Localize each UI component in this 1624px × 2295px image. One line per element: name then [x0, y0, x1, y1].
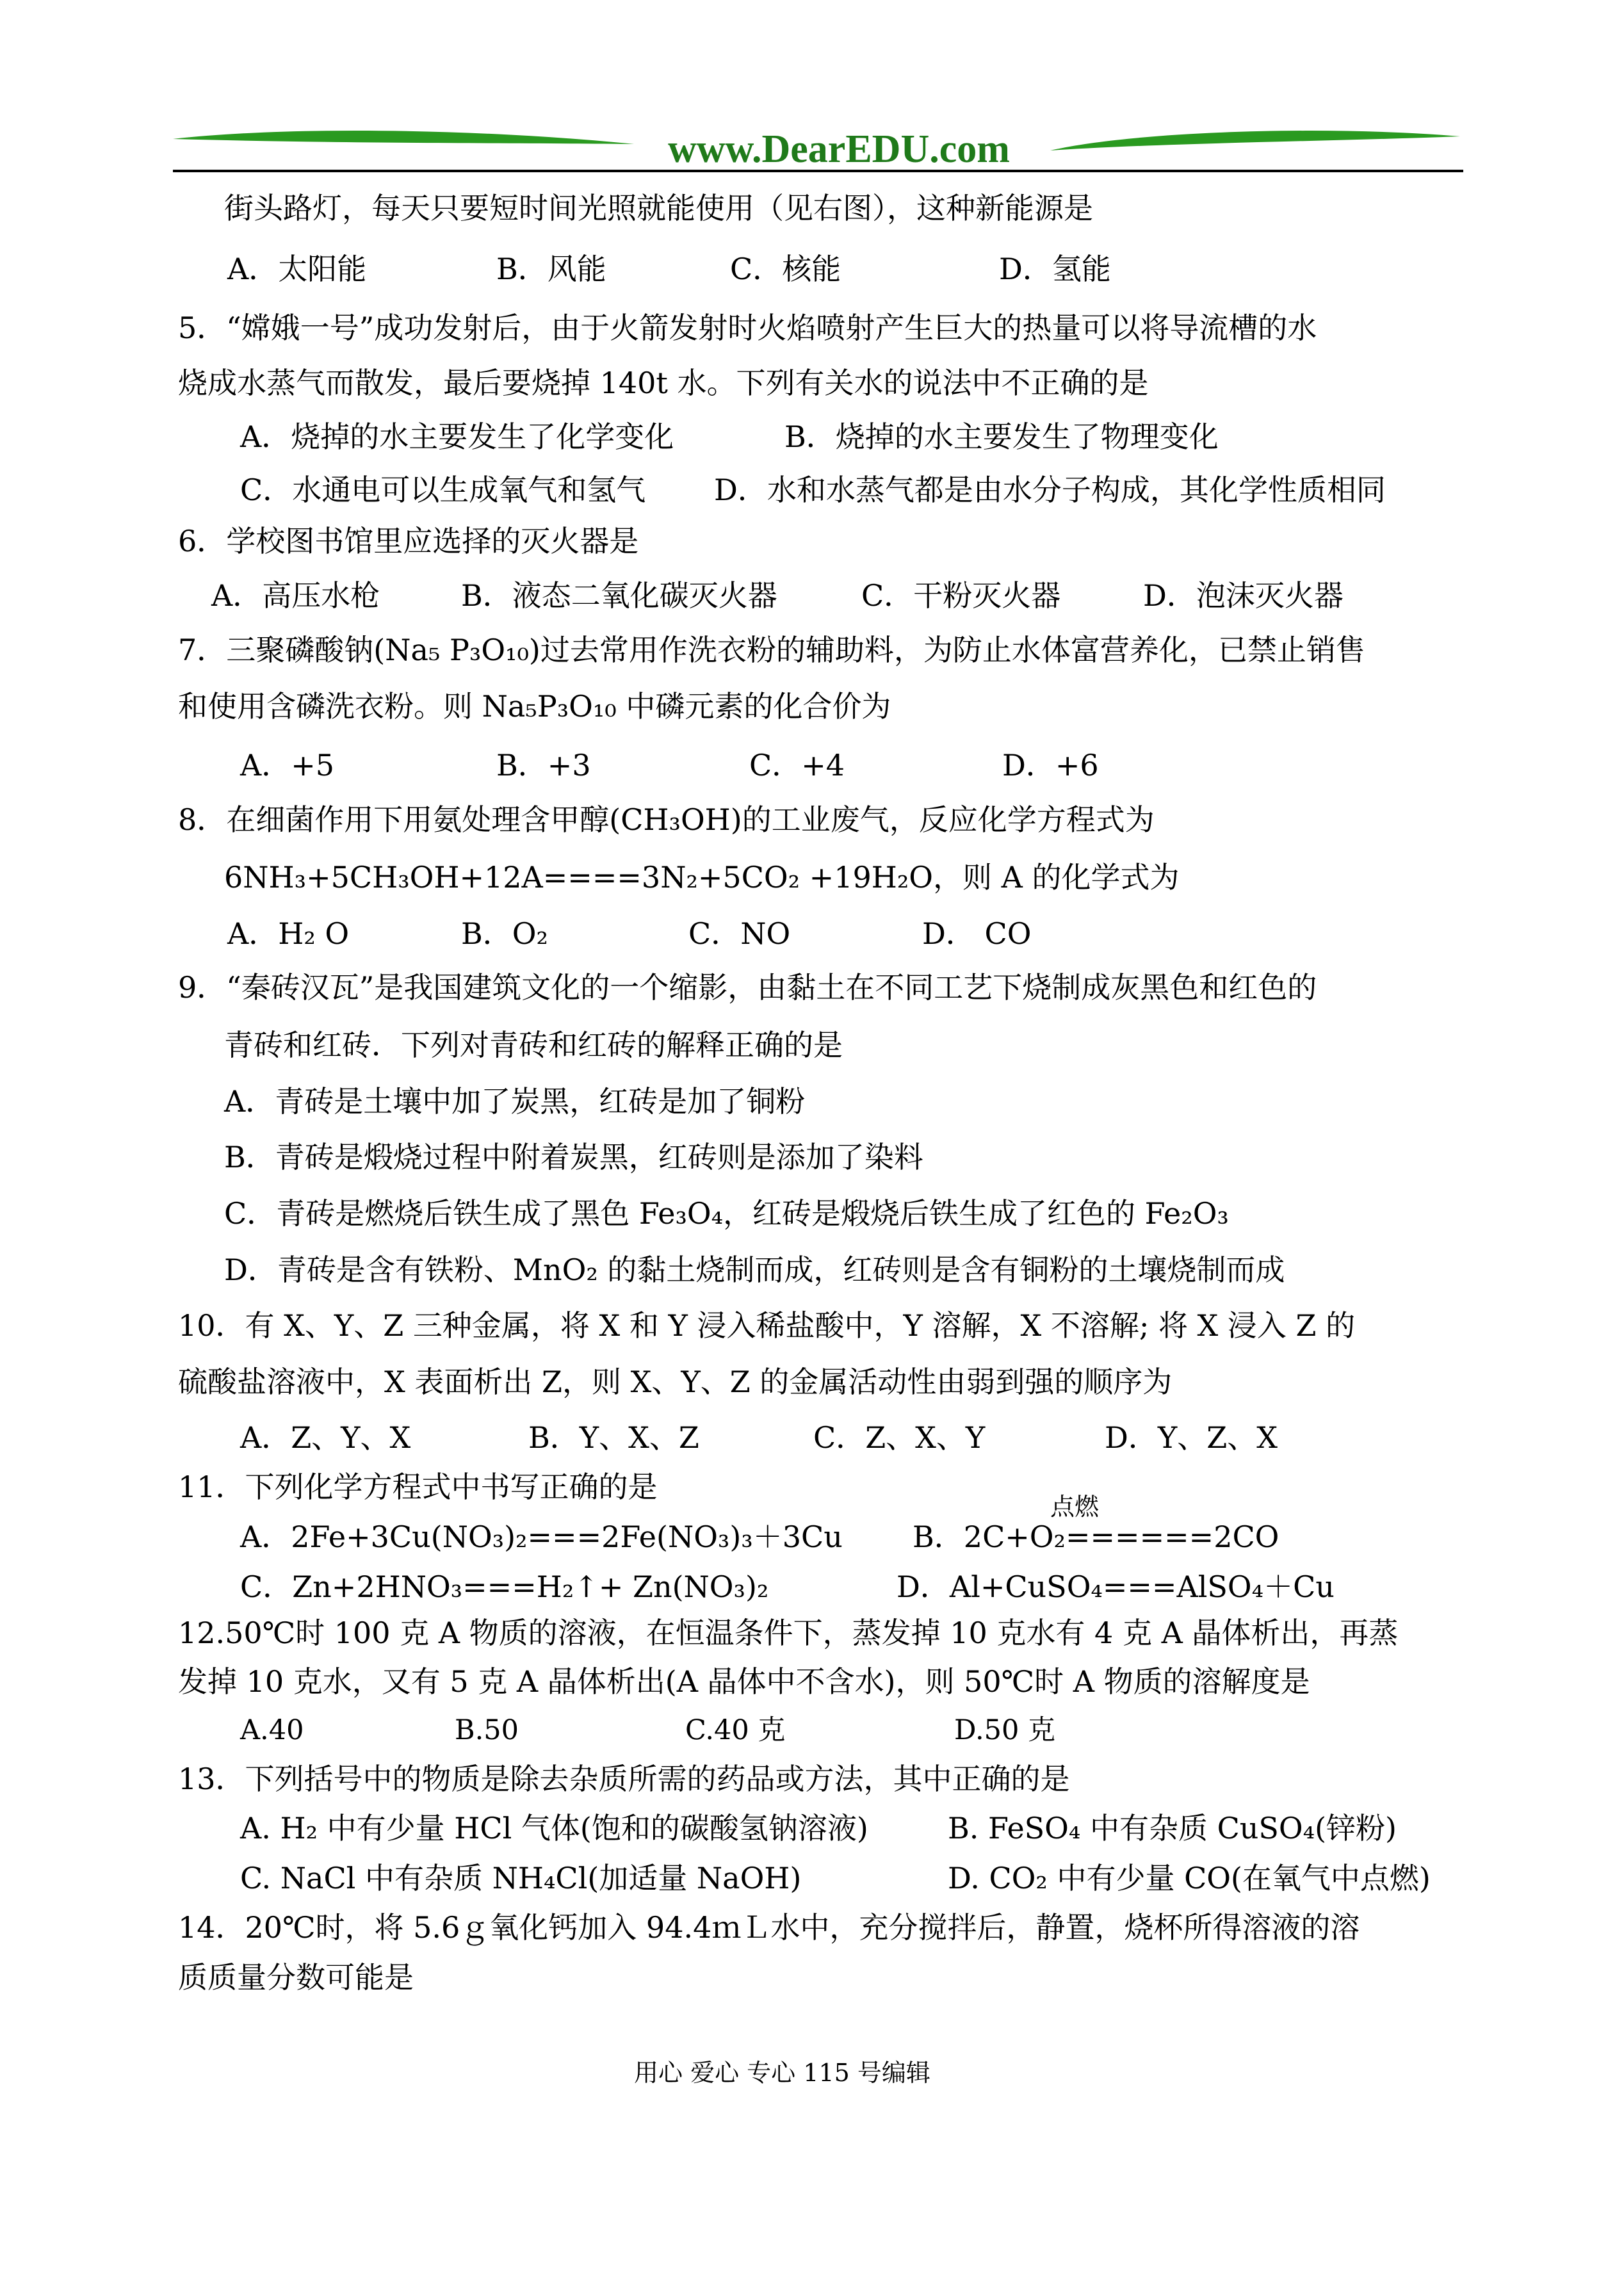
q8-option-b: B．O₂: [461, 916, 548, 951]
q7-option-d: D．+6: [1002, 748, 1099, 783]
site-header-banner: [173, 125, 1460, 170]
q13-option-d: D. CO₂ 中有少量 CO(在氧气中点燃): [948, 1861, 1431, 1895]
q9-option-c: C．青砖是燃烧后铁生成了黑色 Fe₃O₄，红砖是煅烧后铁生成了红色的 Fe₂O₃: [224, 1196, 1229, 1231]
question-5-line-1: 5．“嫦娥一号”成功发射后，由于火箭发射时火焰喷射产生巨大的热量可以将导流槽的水: [178, 311, 1317, 345]
question-12-line-1: 12.50℃时 100 克 A 物质的溶液，在恒温条件下，蒸发掉 10 克水有 4 克 A 晶体析出，再蒸: [178, 1616, 1399, 1650]
q12-option-a: A.40: [240, 1714, 304, 1746]
q7-option-b: B．+3: [496, 748, 591, 783]
page-footer: 用心 爱心 专心 115 号编辑: [634, 2059, 930, 2087]
question-8-equation: 6NH₃+5CH₃OH+12A====3N₂+5CO₂ +19H₂O，则 A 的化学式为: [224, 860, 1180, 895]
question-8-line-1: 8．在细菌作用下用氨处理含甲醇(CH₃OH)的工业废气，反应化学方程式为: [178, 802, 1155, 837]
left-swoosh-decoration: [173, 131, 634, 144]
question-4-text: 街头路灯，每天只要短时间光照就能使用（见右图），这种新能源是: [224, 191, 1093, 225]
q11-option-b: B．2C+O₂======2CO: [913, 1520, 1279, 1554]
q4-option-c: C．核能: [730, 252, 841, 286]
q11-reaction-condition: 点燃: [1050, 1493, 1100, 1521]
q13-option-c: C. NaCl 中有杂质 NH₄Cl(加适量 NaOH): [240, 1861, 802, 1895]
q5-option-b: B．烧掉的水主要发生了物理变化: [784, 419, 1219, 454]
q10-option-c: C．Z、X、Y: [813, 1420, 986, 1455]
question-5-line-2: 烧成水蒸气而散发，最后要烧掉 140t 水。下列有关水的说法中不正确的是: [178, 366, 1149, 400]
question-9-line-1: 9．“秦砖汉瓦”是我国建筑文化的一个缩影，由黏土在不同工艺下烧制成灰黑色和红色的: [178, 970, 1317, 1005]
q8-option-d: D． CO: [922, 916, 1032, 951]
q6-option-a: A．高压水枪: [211, 578, 380, 613]
question-14-line-1: 14．20℃时，将 5.6ｇ氧化钙加入 94.4ｍＬ水中，充分搅拌后，静置，烧杯所得溶液的溶: [178, 1910, 1360, 1945]
site-logo-text: www.DearEDU.com: [668, 127, 1010, 170]
q9-option-b: B．青砖是煅烧过程中附着炭黑，红砖则是添加了染料: [224, 1140, 923, 1174]
q6-option-b: B．液态二氧化碳灭火器: [461, 578, 777, 613]
q4-option-d: D．氢能: [999, 252, 1111, 286]
q10-option-b: B．Y、X、Z: [528, 1420, 699, 1455]
q9-option-a: A．青砖是土壤中加了炭黑，红砖是加了铜粉: [224, 1084, 806, 1119]
q4-option-a: A．太阳能: [227, 252, 367, 286]
question-7-line-1: 7．三聚磷酸钠(Na₅ P₃O₁₀)过去常用作洗衣粉的辅助料，为防止水体富营养化，已禁止销售: [178, 633, 1365, 667]
q11-option-c: C．Zn+2HNO₃===H₂↑+ Zn(NO₃)₂: [240, 1569, 769, 1604]
q7-option-c: C．+4: [749, 748, 845, 783]
q8-option-c: C．NO: [688, 916, 791, 951]
right-swoosh-decoration: [1050, 131, 1460, 150]
q12-option-b: B.50: [455, 1714, 519, 1746]
q5-option-c: C．水通电可以生成氧气和氢气: [240, 473, 646, 507]
question-11-text: 11．下列化学方程式中书写正确的是: [178, 1470, 658, 1504]
q6-option-d: D．泡沫灭火器: [1143, 578, 1344, 613]
question-7-line-2: 和使用含磷洗衣粉。则 Na₅P₃O₁₀ 中磷元素的化合价为: [178, 689, 891, 724]
q8-option-a: A．H₂ O: [227, 916, 350, 951]
q9-option-d: D．青砖是含有铁粉、MnO₂ 的黏土烧制而成，红砖则是含有铜粉的土壤烧制而成: [224, 1253, 1285, 1287]
q12-option-c: C.40 克: [685, 1714, 786, 1746]
q5-option-a: A．烧掉的水主要发生了化学变化: [240, 419, 674, 454]
header-rule: [173, 170, 1463, 172]
q13-option-b: B. FeSO₄ 中有杂质 CuSO₄(锌粉): [948, 1811, 1397, 1845]
q13-option-a: A. H₂ 中有少量 HCl 气体(饱和的碳酸氢钠溶液): [240, 1811, 868, 1845]
question-9-line-2: 青砖和红砖．下列对青砖和红砖的解释正确的是: [224, 1028, 843, 1062]
question-10-line-1: 10．有 X、Y、Z 三种金属，将 X 和 Y 浸入稀盐酸中，Y 溶解，X 不溶解; 将 X 浸入 Z 的: [178, 1308, 1356, 1343]
q5-option-d: D．水和水蒸气都是由水分子构成，其化学性质相同: [714, 473, 1386, 507]
q10-option-d: D．Y、Z、X: [1105, 1420, 1278, 1455]
q6-option-c: C．干粉灭火器: [861, 578, 1061, 613]
q12-option-d: D.50 克: [954, 1714, 1055, 1746]
q11-option-a: A．2Fe+3Cu(NO₃)₂===2Fe(NO₃)₃＋3Cu: [240, 1520, 843, 1554]
question-10-line-2: 硫酸盐溶液中，X 表面析出 Z，则 X、Y、Z 的金属活动性由弱到强的顺序为: [178, 1365, 1173, 1399]
question-12-line-2: 发掉 10 克水，又有 5 克 A 晶体析出(A 晶体中不含水)，则 50℃时 A 物质的溶解度是: [178, 1664, 1310, 1699]
q11-option-d: D．Al+CuSO₄===AlSO₄＋Cu: [897, 1569, 1335, 1604]
q10-option-a: A．Z、Y、X: [240, 1420, 411, 1455]
question-13-text: 13．下列括号中的物质是除去杂质所需的药品或方法，其中正确的是: [178, 1762, 1070, 1796]
q4-option-b: B．风能: [496, 252, 606, 286]
question-14-line-2: 质质量分数可能是: [178, 1960, 414, 1995]
question-6-text: 6．学校图书馆里应选择的灭火器是: [178, 524, 639, 558]
q7-option-a: A．+5: [240, 748, 335, 783]
